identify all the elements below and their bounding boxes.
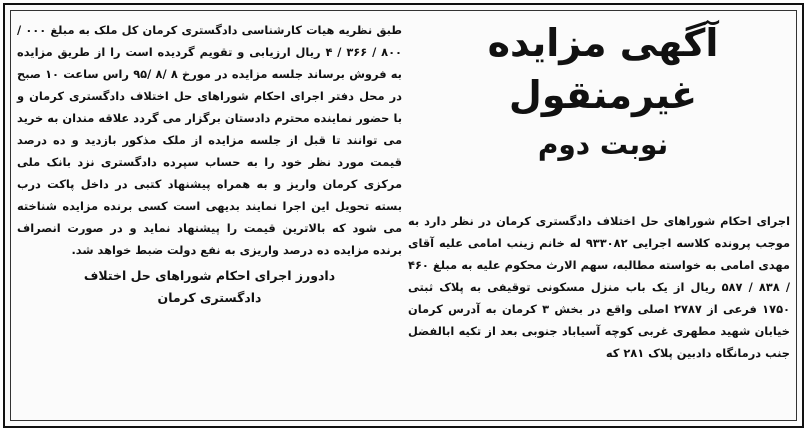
left-column-text: طبق نظریه هیات کارشناسی دادگستری کرمان کل ملک به مبلغ ۰۰۰ / ۸۰۰ / ۳۶۶ / ۴ ریال ارزیابی و تقویم گردیده است را از طریق مزایده به فروش برساند جلسه مزایده در مورخ ۸ /۸ /۹۵ راس ساعت ۱۰ صبح در محل دفتر اجرای احکام شوراهای حل اختلاف دادگستری کرمان و با حضور نماینده محترم دادستان برگزار می گردد علاقه مندان به خرید می توانند تا قبل از جلسه مزایده از ملک مذکور بازدید و ده درصد قیمت مورد نظر خود را به حساب سپرده دادگستری نزد بانک ملی مرکزی کرمان واریز و به همراه پیشنهاد کتبی در داخل پاکت درب بسته تحویل این اجرا نمایند بدیهی است کسی برنده مزایده شناخته می شود که بالاترین قیمت را پیشنهاد نماید و در صورت انصراف برنده مزایده ده درصد واریزی به نفع دولت ضبط خواهد شد. (17, 23, 403, 257)
notice-title-line2: غیرمنقول (508, 73, 698, 117)
notice-subtitle: نوبت دوم (537, 128, 669, 161)
title-block (418, 17, 788, 207)
signature (17, 265, 402, 309)
notice-title: آگهی مزایده (487, 21, 719, 65)
signature-line2: دادگستری کرمان (157, 290, 262, 305)
signature-line1: دادورز اجرای احکام شوراهای حل اختلاف (83, 268, 336, 283)
auction-notice (3, 3, 804, 428)
right-column-text: اجرای احکام شوراهای حل اختلاف دادگستری کرمان در نظر دارد به موجب پرونده کلاسه اجرایی ۹۳۳۰۸۲ له خانم زینب امامی علیه آقای مهدی امامی به خواسته مطالبه، سهم الارث محکوم علیه به مبلغ ۴۶۰ / ۸۳۸ / ۵۸۷ ریال از یک باب منزل مسکونی توقیفی به پلاک ثبتی ۱۷۵۰ فرعی از ۲۷۸۷ اصلی واقع در بخش ۳ کرمان به آدرس کرمان خیابان شهید مطهری غربی کوچه آسیاباد جنوبی بعد از تکیه ابالفضل جنب درمانگاه دادبین پلاک ۲۸۱ که (408, 214, 790, 360)
left-column (17, 19, 402, 309)
